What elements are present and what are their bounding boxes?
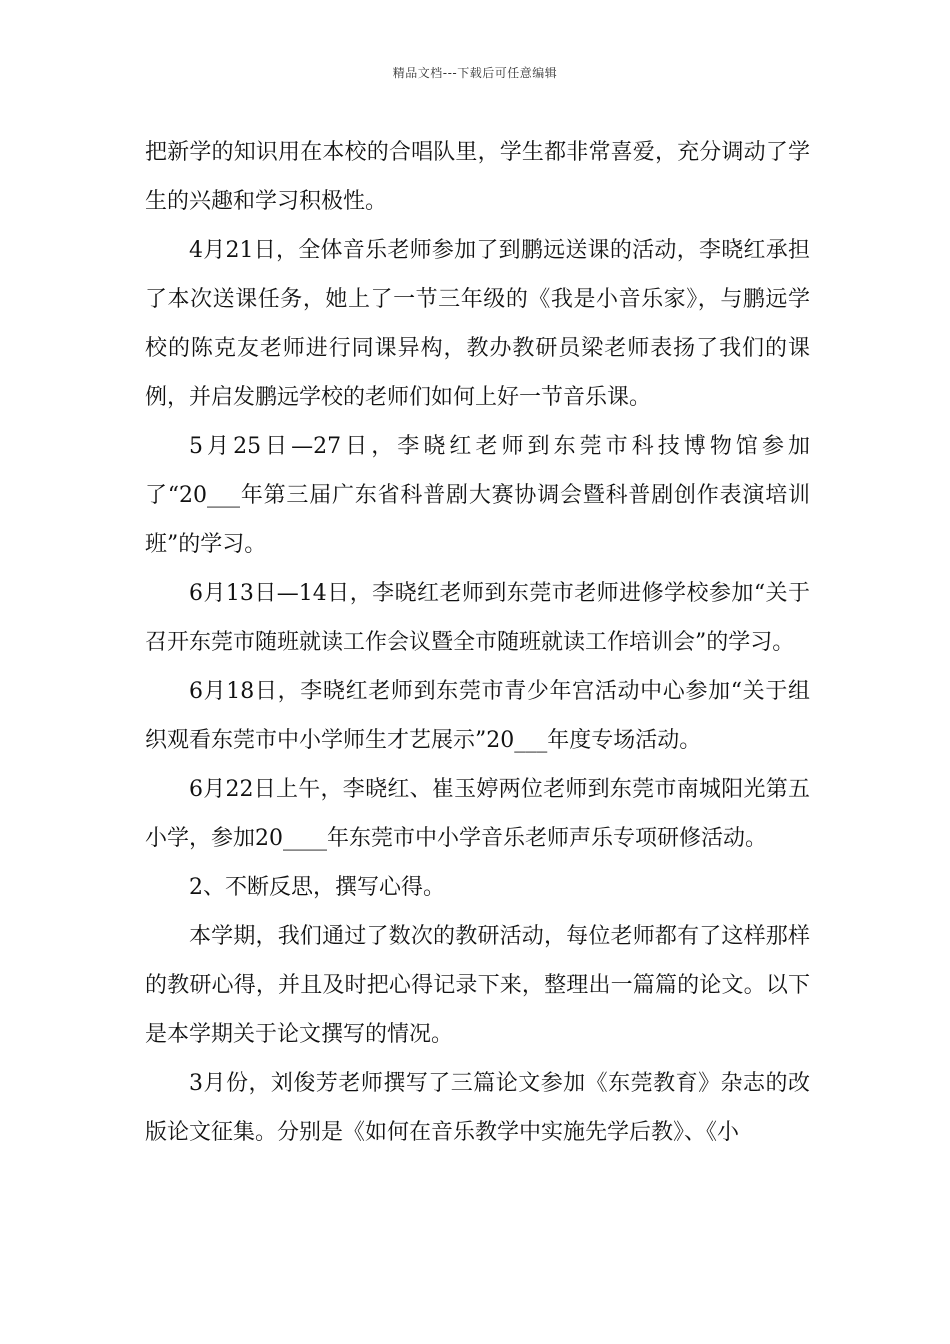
paragraph: 把新学的知识用在本校的合唱队里，学生都非常喜爱，充分调动了学生的兴趣和学习积极性。	[145, 140, 810, 214]
paragraph: 6月13日—14日，李晓红老师到东莞市老师进修学校参加“关于召开东莞市随班就读工作会议暨全市随班就读工作培训会”的学习。	[145, 581, 810, 655]
document-body	[145, 128, 810, 1157]
paragraph: 5月25日—27日，李晓红老师到东莞市科技博物馆参加了“20___年第三届广东省科普剧大赛协调会暨科普剧创作表演培训班”的学习。	[145, 434, 810, 557]
paragraph: 6月18日，李晓红老师到东莞市青少年宫活动中心参加“关于组织观看东莞市中小学师生才艺展示”20___年度专场活动。	[145, 679, 810, 753]
paragraph: 2、不断反思，撰写心得。	[189, 875, 445, 900]
page-header: 精品文档---下载后可任意编辑	[392, 66, 558, 80]
paragraph: 6月22日上午，李晓红、崔玉婷两位老师到东莞市南城阳光第五小学，参加20____年东莞市中小学音乐老师声乐专项研修活动。	[145, 777, 810, 851]
paragraph: 本学期，我们通过了数次的教研活动，每位老师都有了这样那样的教研心得，并且及时把心得记录下来，整理出一篇篇的论文。以下是本学期关于论文撰写的情况。	[145, 924, 810, 1047]
paragraph: 3月份，刘俊芳老师撰写了三篇论文参加《东莞教育》杂志的改版论文征集。分别是《如何在音乐教学中实施先学后教》、《小	[145, 1071, 810, 1145]
paragraph: 4月21日，全体音乐老师参加了到鹏远送课的活动，李晓红承担了本次送课任务，她上了一节三年级的《我是小音乐家》，与鹏远学校的陈克友老师进行同课异构，教办教研员梁老师表扬了我们的课例，并启发鹏远学校的老师们如何上好一节音乐课。	[145, 238, 810, 410]
